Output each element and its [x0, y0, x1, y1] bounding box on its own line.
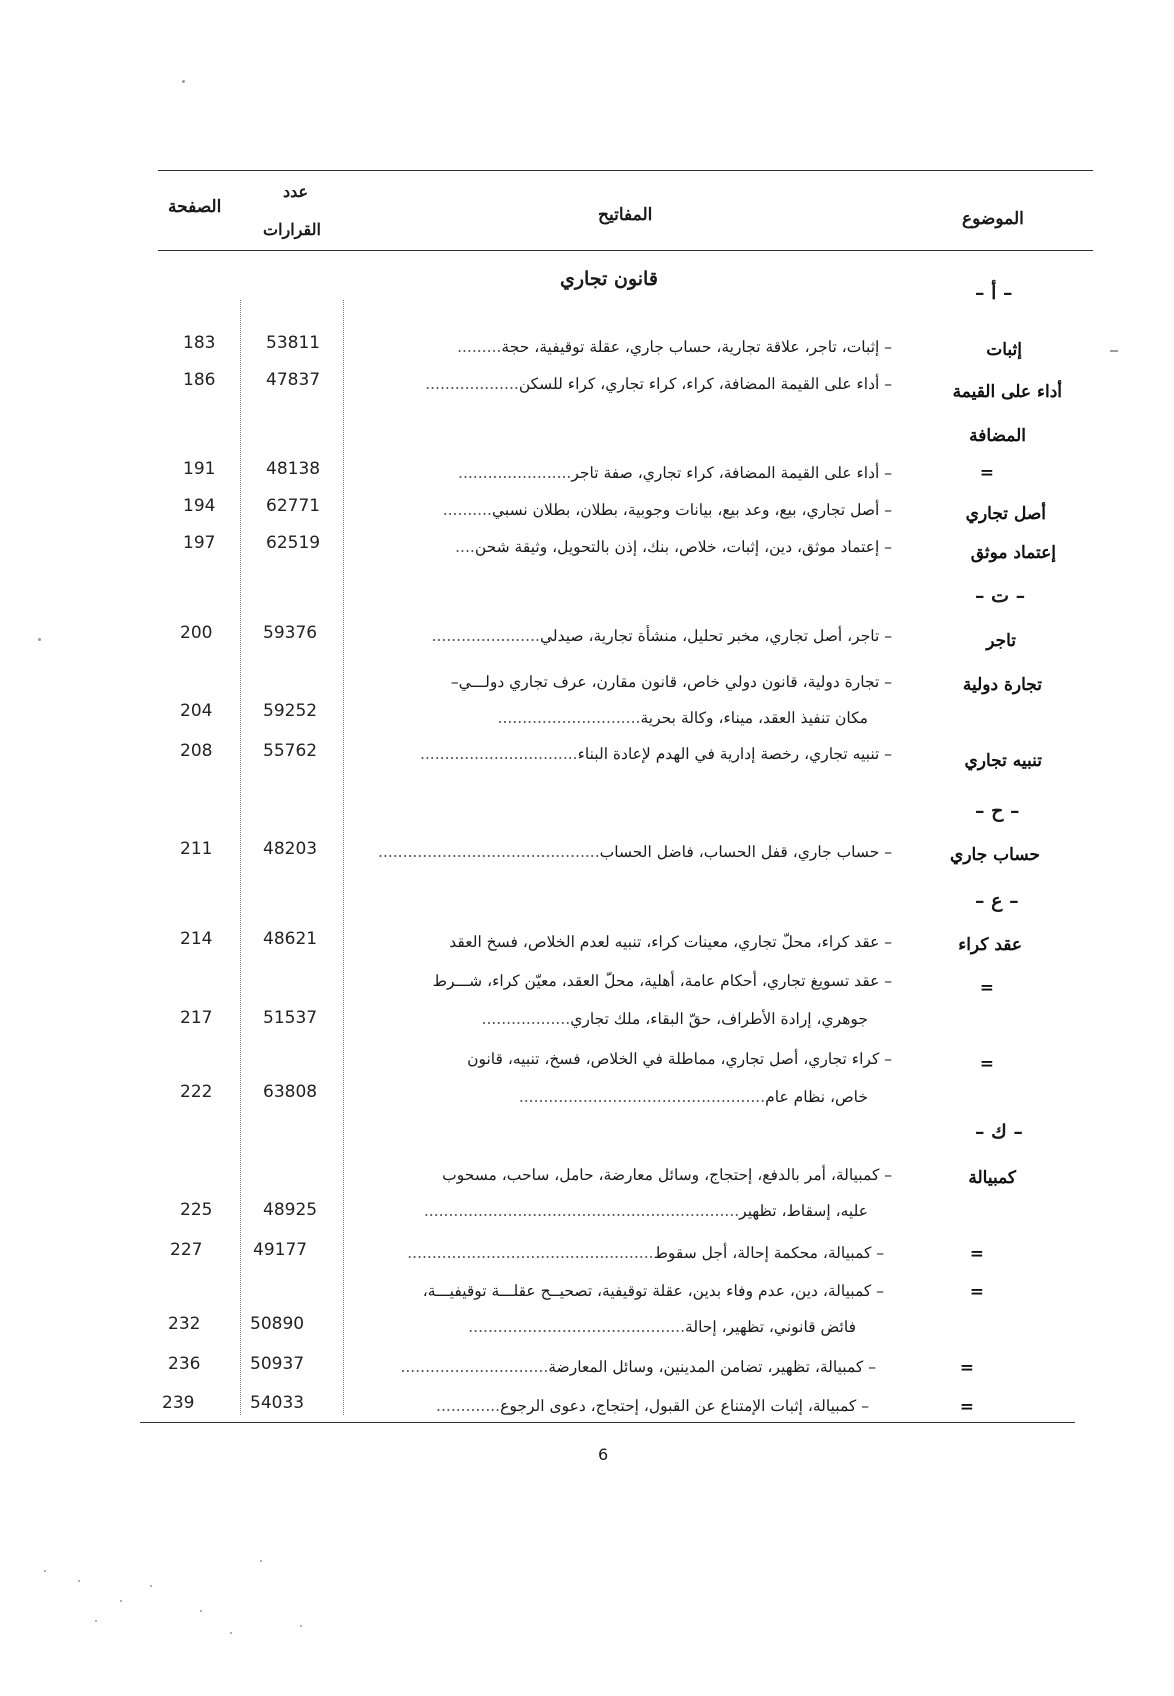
keywords-line: – أصل تجاري، بيع، وعد بيع، بيانات وجوبية، بطلان، بطلان نسبي..........: [442, 501, 892, 519]
subject-label: تاجر: [986, 631, 1016, 651]
page-number: 211: [180, 839, 213, 859]
page-number: 236: [168, 1354, 201, 1374]
keywords-line: – أداء على القيمة المضافة، كراء، كراء تجاري، كراء للسكن...................: [425, 375, 892, 393]
keywords-line: – تجارة دولية، قانون دولي خاص، قانون مقارن، عرف تجاري دولـــي–: [450, 673, 892, 691]
decision-number: 55762: [263, 741, 318, 761]
scan-speck: [150, 1585, 152, 1587]
keywords-line: – إثبات، تاجر، علاقة تجارية، حساب جاري، عقلة توقيفية، حجة.........: [457, 338, 892, 356]
page-number: 200: [180, 623, 213, 643]
subject-label-line2: المضافة: [969, 426, 1026, 446]
keywords-line-2: فائض قانوني، تظهير، إحالة............................................: [468, 1318, 856, 1336]
header-bottom-rule: [158, 250, 1093, 251]
page-number: 225: [180, 1200, 213, 1220]
column-divider-left: [240, 300, 241, 1415]
page-number: 194: [183, 496, 216, 516]
header-decisions-line1: عدد: [283, 182, 309, 201]
subject-label: إثبات: [986, 340, 1022, 360]
keywords-line: – كمبيالة، دين، عدم وفاء بدين، عقلة توقيفية، تصحيــح عقلـــة توقيفيـــة،: [422, 1282, 884, 1300]
decision-number: 51537: [263, 1008, 318, 1028]
scan-speck: [260, 1560, 262, 1562]
subject-label: =: [979, 1054, 994, 1074]
subject-label: عقد كراء: [958, 935, 1022, 955]
keywords-line: – كراء تجاري، أصل تجاري، مماطلة في الخلاص، فسخ، تنبيه، قانون: [467, 1050, 892, 1068]
decision-number: 59376: [263, 623, 318, 643]
decision-number: 49177: [253, 1240, 308, 1260]
scan-speck: [120, 1600, 122, 1602]
subject-label: =: [979, 463, 994, 483]
subject-label: تجارة دولية: [962, 675, 1042, 695]
letter-heading-ayn: – ع –: [975, 890, 1019, 912]
scan-speck: [230, 1632, 232, 1634]
scan-speck: [1110, 350, 1118, 352]
header-decisions-line2: القرارات: [263, 220, 321, 239]
keywords-line: – أداء على القيمة المضافة، كراء تجاري، صفة تاجر.......................: [458, 464, 892, 482]
page-number: 217: [180, 1008, 213, 1028]
scan-speck: [78, 1580, 80, 1582]
page-footer-number: 6: [598, 1445, 609, 1464]
bottom-rule: [140, 1422, 1075, 1423]
scan-speck: [300, 1625, 302, 1627]
letter-heading-kaf: – ك –: [975, 1121, 1023, 1143]
section-title: قانون تجاري: [560, 268, 658, 290]
decision-number: 48203: [263, 839, 318, 859]
decision-number: 62771: [266, 496, 321, 516]
decision-number: 47837: [266, 370, 321, 390]
keywords-line: – كمبيالة، محكمة إحالة، أجل سقوط..................................................: [407, 1244, 884, 1262]
scan-speck: [38, 638, 41, 641]
decision-number: 59252: [263, 701, 318, 721]
decision-number: 53811: [266, 333, 321, 353]
keywords-line: – تنبيه تجاري، رخصة إدارية في الهدم لإعادة البناء................................: [419, 745, 892, 763]
page-number: 239: [162, 1393, 195, 1413]
scan-speck: [200, 1610, 202, 1612]
scan-speck: [182, 80, 185, 83]
letter-heading-ta: – ت –: [975, 585, 1026, 607]
keywords-line-2: جوهري، إرادة الأطراف، حقّ البقاء، ملك تجاري..................: [481, 1010, 868, 1028]
page-number: 204: [180, 701, 213, 721]
column-divider-right: [343, 300, 344, 1415]
header-keywords: المفاتيح: [598, 205, 653, 225]
subject-label: =: [959, 1358, 974, 1378]
subject-label: =: [979, 978, 994, 998]
decision-number: 63808: [263, 1082, 318, 1102]
page-number: 208: [180, 741, 213, 761]
page-number: 197: [183, 533, 216, 553]
keywords-line: – كمبيالة، أمر بالدفع، إحتجاج، وسائل معارضة، حامل، ساحب، مسحوب: [442, 1166, 892, 1184]
decision-number: 50890: [250, 1314, 305, 1334]
keywords-line-2: خاص، نظام عام..................................................: [518, 1088, 868, 1106]
keywords-line: – تاجر، أصل تجاري، مخبر تحليل، منشأة تجارية، صيدلي......................: [431, 627, 892, 645]
keywords-line: – كمبيالة، تظهير، تضامن المدينين، وسائل المعارضة..............................: [400, 1358, 876, 1376]
keywords-line: – إعتماد موثق، دين، إثبات، خلاص، بنك، إذن بالتحويل، وثيقة شحن....: [455, 538, 892, 556]
keywords-line-2: عليه، إسقاط، تظهير................................................................: [423, 1202, 868, 1220]
subject-label: إعتماد موثق: [970, 543, 1056, 563]
subject-label: تنبيه تجاري: [964, 751, 1042, 771]
decision-number: 54033: [250, 1393, 305, 1413]
decision-number: 48621: [263, 929, 318, 949]
page-number: 232: [168, 1314, 201, 1334]
keywords-line: – حساب جاري، قفل الحساب، فاضل الحساب.............................................: [377, 843, 892, 861]
subject-label: =: [969, 1282, 984, 1302]
letter-heading-ha: – ح –: [975, 800, 1020, 822]
scan-speck: [44, 1570, 46, 1572]
subject-label: كمبيالة: [968, 1168, 1016, 1188]
page-number: 227: [170, 1240, 203, 1260]
keywords-line: – عقد كراء، محلّ تجاري، معينات كراء، تنبيه لعدم الخلاص، فسخ العقد: [449, 933, 892, 951]
subject-label: حساب جاري: [950, 845, 1040, 865]
decision-number: 48138: [266, 459, 321, 479]
page-number: 222: [180, 1082, 213, 1102]
keywords-line: – عقد تسويغ تجاري، أحكام عامة، أهلية، محلّ العقد، معيّن كراء، شـــرط: [432, 972, 892, 990]
scan-speck: [95, 1620, 97, 1622]
decision-number: 62519: [266, 533, 321, 553]
header-subject: الموضوع: [962, 209, 1024, 229]
subject-label: أداء على القيمة: [952, 382, 1062, 402]
subject-label: =: [959, 1397, 974, 1417]
top-rule: [158, 170, 1093, 171]
keywords-line: – كمبيالة، إثبات الإمتناع عن القبول، إحتجاج، دعوى الرجوع.............: [436, 1397, 869, 1415]
decision-number: 50937: [250, 1354, 305, 1374]
keywords-line-2: مكان تنفيذ العقد، ميناء، وكالة بحرية.............................: [497, 709, 868, 727]
subject-label: =: [969, 1244, 984, 1264]
letter-heading-alef: – أ –: [975, 282, 1013, 304]
page-number: 186: [183, 370, 216, 390]
subject-label: أصل تجاري: [965, 504, 1046, 524]
page-number: 183: [183, 333, 216, 353]
page-number: 214: [180, 929, 213, 949]
header-page: الصفحة: [168, 197, 222, 217]
decision-number: 48925: [263, 1200, 318, 1220]
page-number: 191: [183, 459, 216, 479]
